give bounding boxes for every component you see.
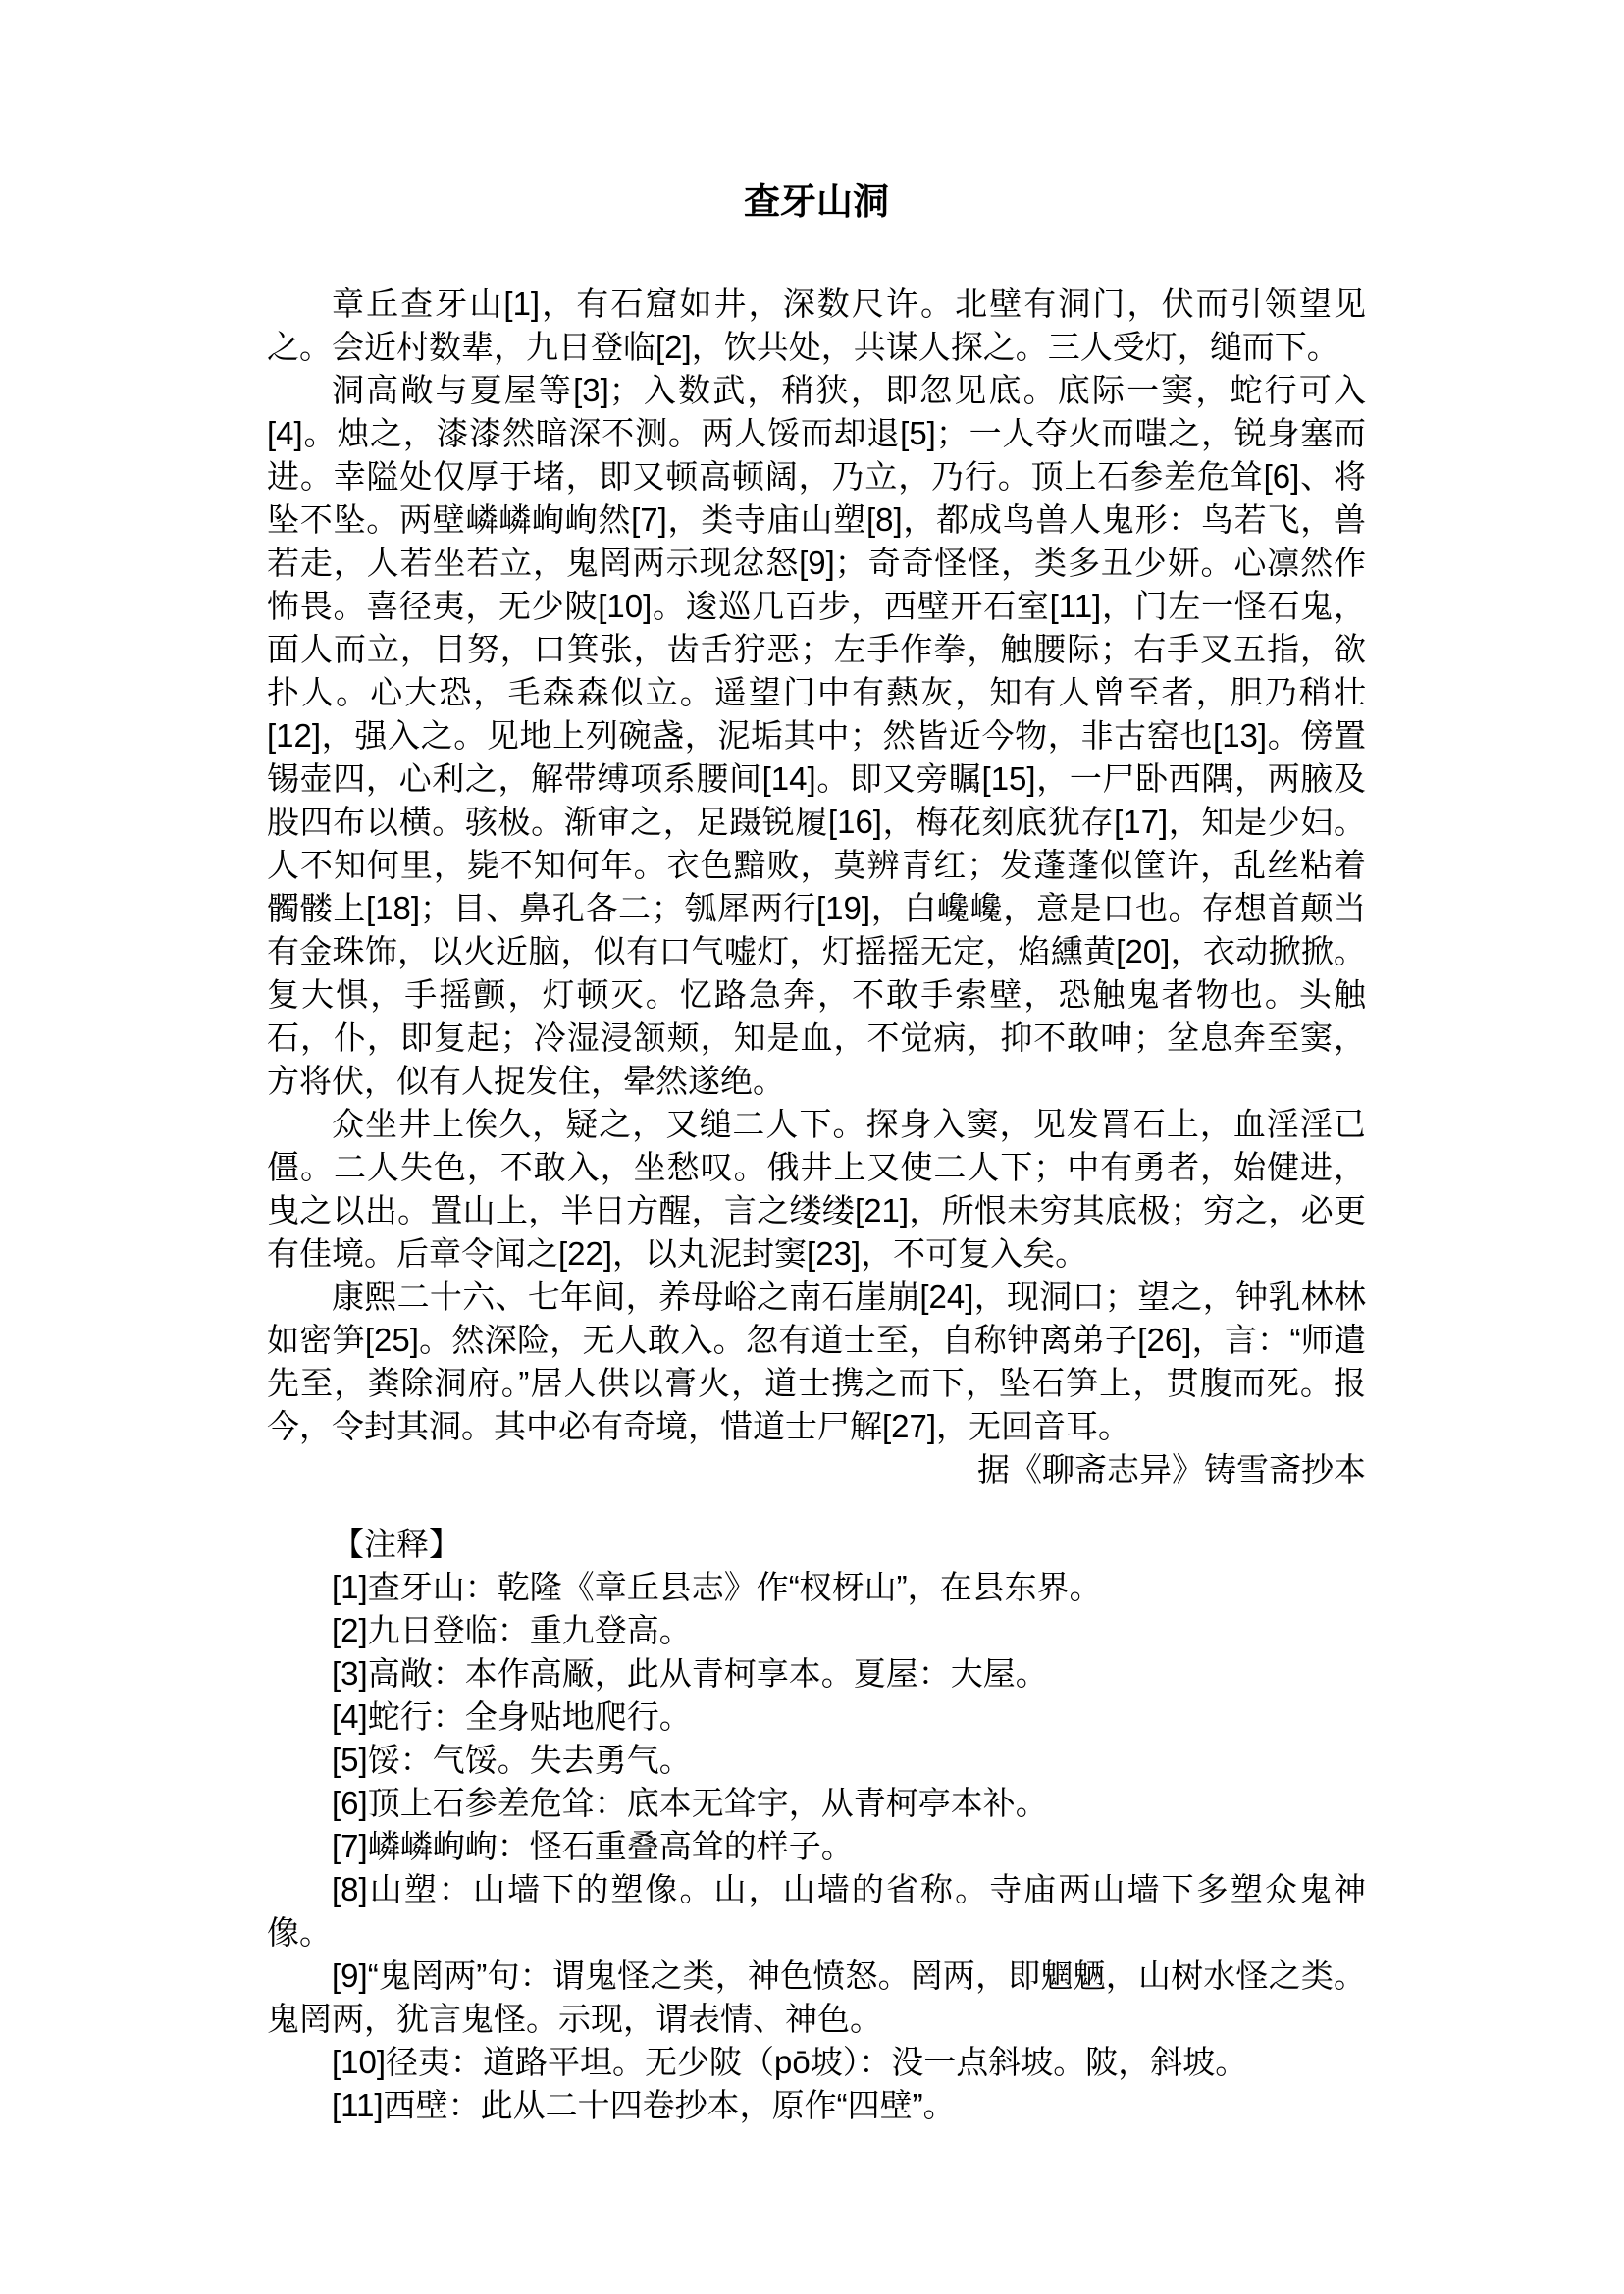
notes-section-header: 【注释】 — [332, 1526, 461, 1562]
note-item-6: [6]顶上石参差危耸：底本无耸宇，从青柯亭本补。 — [332, 1785, 1048, 1821]
note-item-11: [11]西壁：此从二十四卷抄本，原作“四壁”。 — [332, 2087, 956, 2123]
note-item-7: [7]嶙嶙峋峋：怪石重叠高耸的样子。 — [332, 1828, 854, 1864]
note-item-5: [5]馁：气馁。失去勇气。 — [332, 1742, 692, 1778]
note-item-4: [4]蛇行：全身贴地爬行。 — [332, 1698, 692, 1735]
note-item-3: [3]高敞：本作高厰，此从青柯享本。夏屋：大屋。 — [332, 1655, 1048, 1692]
note-item-10: [10]径夷：道路平坦。无少陂（pō坡）：没一点斜坡。陂，斜坡。 — [332, 2044, 1248, 2080]
source-attribution: 据《聊斋志异》铸雪斋抄本 — [977, 1451, 1366, 1487]
note-item-8: [8]山塑：山墙下的塑像。山，山墙的省称。寺庙两山墙下多塑众鬼神像。 — [267, 1871, 1366, 1951]
page-title: 查牙山洞 — [744, 182, 889, 222]
story-paragraph-3: 众坐井上俟久，疑之，又缒二人下。探身入窦，见发罥石上，血淫淫已僵。二人失色，不敢入，坐愁叹。俄井上又使二人下；中有勇者，始健进，曳之以出。置山上，半日方醒，言之缕缕[21]，所恨未穷其底极；穷之，必更有佳境。后章令闻之[22]，以丸泥封窦[23]，不可复入矣。 — [267, 1106, 1366, 1272]
story-paragraph-1: 章丘查牙山[1]，有石窟如井，深数尺许。北壁有洞门，伏而引领望见之。会近村数辈，九日登临[2]，饮共处，共谋人探之。三人受灯，缒而下。 — [267, 286, 1366, 365]
note-item-2: [2]九日登临：重九登高。 — [332, 1612, 692, 1648]
note-item-1: [1]查牙山：乾隆《章丘县志》作“杈枒山”，在县东界。 — [332, 1569, 1102, 1605]
note-item-9: [9]“鬼罔两”句：谓鬼怪之类，神色愤怒。罔两，即魍魉，山树水怪之类。鬼罔两，犹言鬼怪。示现，谓表情、神色。 — [267, 1957, 1366, 2037]
story-paragraph-2: 洞高敞与夏屋等[3]；入数武，稍狭，即忽见底。底际一窦，蛇行可入[4]。烛之，漆漆然暗深不测。两人馁而却退[5]；一人夺火而嗤之，锐身塞而进。幸隘处仅厚于堵，即又顿高顿阔，乃立，乃行。顶上石参差危耸[6]、将坠不坠。两壁嶙嶙峋峋然[7]，类寺庙山塑[8]，都成鸟兽人鬼形：鸟若飞，兽若走，人若坐若立，鬼罔两示现忿怒[9]；奇奇怪怪，类多丑少妍。心凛然作怖畏。喜径夷，无少陂[10]。逡巡几百步，西壁开石室[11]，门左一怪石鬼，面人而立，目努，口箕张，齿舌狞恶；左手作拳，触腰际；右手叉五指，欲扑人。心大恐，毛森森似立。遥望门中有爇灰，知有人曾至者，胆乃稍壮[12]，强入之。见地上列碗盏，泥垢其中；然皆近今物，非古窑也[13]。傍置锡壶四，心利之，解带缚项系腰间[14]。即又旁瞩[15]，一尸卧西隅，两腋及股四布以横。骇极。渐审之，足蹑锐履[16]，梅花刻底犹存[17]，知是少妇。人不知何里，毙不知何年。衣色黯败，莫辨青红；发蓬蓬似筐许，乱丝粘着髑髅上[18]；目、鼻孔各二；瓠犀两行[19]，白巉巉，意是口也。存想首颠当有金珠饰，以火近脑，似有口气嘘灯，灯摇摇无定，焰纁黄[20]，衣动掀掀。复大惧，手摇颤，灯顿灭。忆路急奔，不敢手索壁，恐触鬼者物也。头触石，仆，即复起；冷湿浸颔颊，知是血，不觉病，抑不敢呻；坌息奔至窦，方将伏，似有人捉发住，晕然遂绝。 — [267, 372, 1366, 1099]
story-paragraph-4: 康熙二十六、七年间，养母峪之南石崖崩[24]，现洞口；望之，钟乳林林如密笋[25]。然深险，无人敢入。忽有道士至，自称钟离弟子[26]，言：“师遣先至，粪除洞府。”居人供以膏火，道士携之而下，坠石笋上，贯腹而死。报今，令封其洞。其中必有奇境，惜道士尸解[27]，无回音耳。 — [267, 1278, 1366, 1444]
